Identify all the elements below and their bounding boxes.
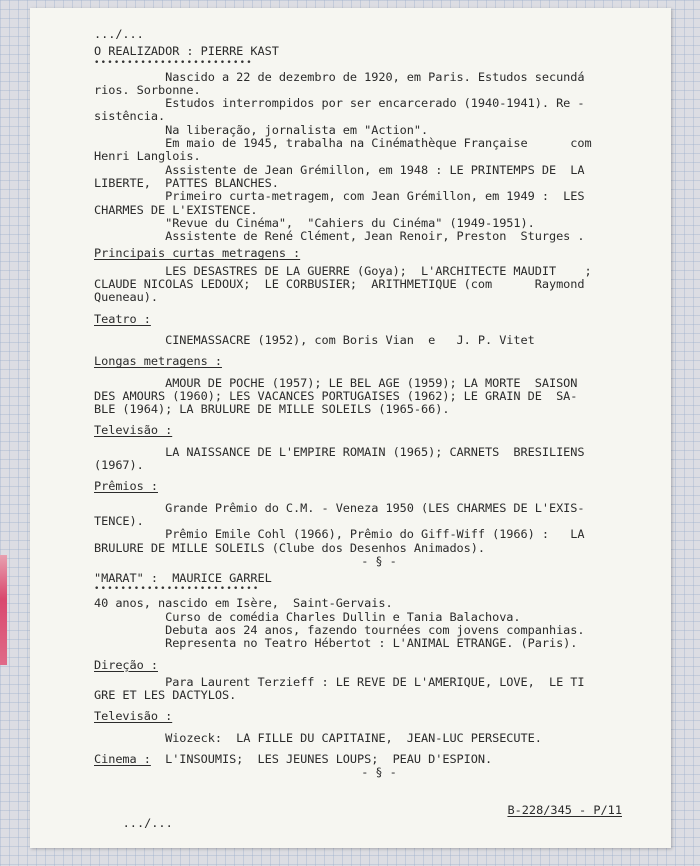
director-bio xyxy=(94,71,664,244)
bio-line: Primeiro curta-metragem, com Jean Grémillon, em 1949 : LES xyxy=(94,189,585,204)
marat-line: Curso de comédia Charles Dullin e Tania Balachova. xyxy=(94,609,521,624)
direcao-line: GRE ET LES DACTYLOS. xyxy=(94,688,237,703)
longas-line: DES AMOURS (1960); LES VACANCES PORTUGAISES (1962); LE GRAIN DE SA- xyxy=(94,388,578,403)
premios-line: TENCE). xyxy=(94,513,144,528)
marat-line: Debuta aos 24 anos, fazendo tournées com jovens companhias. xyxy=(94,622,585,637)
section-heading-teatro: Teatro : xyxy=(94,311,151,326)
section-heading-cinema: Cinema : xyxy=(94,752,151,767)
typewritten-page xyxy=(30,8,671,848)
cinema-line xyxy=(94,753,664,766)
title-dot-underline: •••••••••••••••••••••••• xyxy=(94,57,253,68)
curtas-line: Queneau). xyxy=(94,290,158,305)
longas-line: BLE (1964); LA BRULURE DE MILLE SOLEILS (1965-66). xyxy=(94,402,450,417)
document-reference: B-228/345 - P/11 xyxy=(507,803,622,817)
bio-line: Na liberação, jornalista em "Action". xyxy=(94,122,429,137)
direcao-line: Para Laurent Terzieff : LE REVE DE L'AMERIQUE, LOVE, LE TI xyxy=(94,674,585,689)
red-binding-strip xyxy=(0,555,7,665)
bio-line: Estudos interrompidos por ser encarcerado (1940-1941). Re - xyxy=(94,96,585,111)
director-title: O REALIZADOR : PIERRE KAST xyxy=(94,44,279,59)
bio-line: rios. Sorbonne. xyxy=(94,82,201,97)
page-footer xyxy=(94,804,664,857)
premios-line: Grande Prêmio do C.M. - Veneza 1950 (LES CHARMES DE L'EXIS- xyxy=(94,500,585,515)
marat-line: 40 anos, nascido em Isère, Saint-Gervais. xyxy=(94,596,393,611)
premios-line: Prêmio Emile Cohl (1966), Prêmio do Giff-Wiff (1966) : LA xyxy=(94,527,585,542)
marat-line: Representa no Teatro Hébertot : L'ANIMAL ETRANGE. (Paris). xyxy=(94,636,578,651)
bio-line: Nascido a 22 de dezembro de 1920, em Paris. Estudos secundá xyxy=(94,69,585,84)
televisao-line: (1967). xyxy=(94,458,144,473)
televisao-2-line: Wiozeck: LA FILLE DU CAPITAINE, JEAN-LUC PERSECUTE. xyxy=(94,730,542,745)
section-separator: - § - xyxy=(361,553,397,568)
longas-line: AMOUR DE POCHE (1957); LE BEL AGE (1959); LA MORTE SAISON xyxy=(94,375,578,390)
section-heading-curtas: Principais curtas metragens : xyxy=(94,246,301,261)
actor-title: "MARAT" : MAURICE GARREL xyxy=(94,571,272,586)
bio-line: Henri Langlois. xyxy=(94,149,201,164)
section-heading-premios: Prêmios : xyxy=(94,479,158,494)
actor-dot-underline: ••••••••••••••••••••••••• xyxy=(94,584,260,595)
bio-line: CHARMES DE L'EXISTENCE. xyxy=(94,202,258,217)
footer-continuation: .../... xyxy=(122,816,173,831)
bio-line: sistência. xyxy=(94,109,166,124)
bio-line: "Revue du Cinéma", "Cahiers du Cinéma" (1949-1951). xyxy=(94,215,535,230)
bio-line: LIBERTE, PATTES BLANCHES. xyxy=(94,175,279,190)
section-heading-televisao-2: Televisão : xyxy=(94,709,173,724)
curtas-line: CLAUDE NICOLAS LEDOUX; LE CORBUSIER; ARITHMETIQUE (com Raymond xyxy=(94,277,585,292)
curtas-line: LES DESASTRES DE LA GUERRE (Goya); L'ARCHITECTE MAUDIT ; xyxy=(94,263,592,278)
cinema-text: L'INSOUMIS; LES JEUNES LOUPS; PEAU D'ESPION. xyxy=(150,752,493,767)
bio-line: Assistente de Jean Grémillon, em 1948 : LE PRINTEMPS DE LA xyxy=(94,162,585,177)
premios-line: BRULURE DE MILLE SOLEILS (Clube dos Desenhos Animados). xyxy=(94,540,485,555)
section-heading-longas: Longas metragens : xyxy=(94,354,222,369)
bio-line: Assistente de René Clément, Jean Renoir, Preston Sturges . xyxy=(94,229,585,244)
section-heading-direcao: Direção : xyxy=(94,657,158,672)
continuation-mark: .../... xyxy=(94,27,144,41)
end-separator: - § - xyxy=(361,765,397,780)
document-body xyxy=(94,28,664,780)
teatro-line: CINEMASSACRE (1952), com Boris Vian e J. P. Vitet xyxy=(94,332,535,347)
section-heading-televisao: Televisão : xyxy=(94,423,173,438)
televisao-line: LA NAISSANCE DE L'EMPIRE ROMAIN (1965); CARNETS BRESILIENS xyxy=(94,444,585,459)
bio-line: Em maio de 1945, trabalha na Cinémathèque Française com xyxy=(94,136,592,151)
